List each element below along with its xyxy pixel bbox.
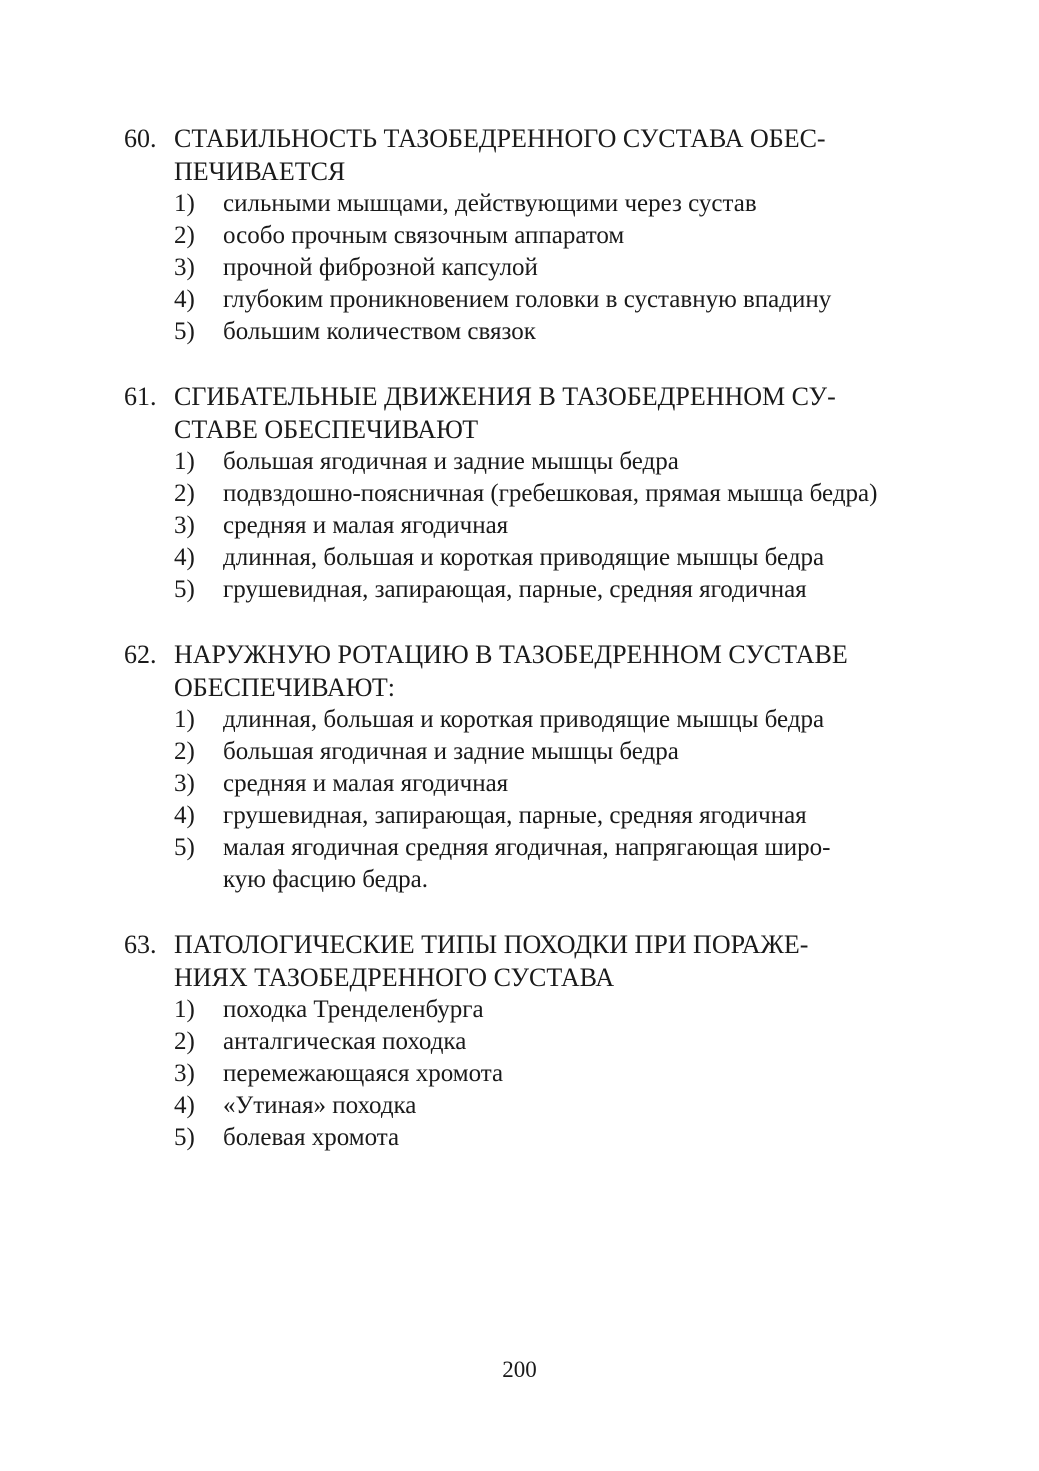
question-text: НАРУЖНУЮ РОТАЦИЮ В ТАЗОБЕДРЕННОМ СУСТАВЕ ОБЕСПЕЧИВАЮТ:	[174, 640, 848, 702]
answer-number: 5)	[174, 576, 195, 603]
answer-text: грушевидная, запирающая, парные, средняя ягодичная	[223, 576, 807, 603]
question-number: 63.	[124, 930, 157, 959]
answer-text: особо прочным связочным аппаратом	[223, 222, 625, 249]
question-text: СГИБАТЕЛЬНЫЕ ДВИЖЕНИЯ В ТАЗОБЕДРЕННОМ СУ- СТАВЕ ОБЕСПЕЧИВАЮТ	[174, 382, 836, 444]
question-number: 60.	[124, 124, 157, 153]
answer-option	[174, 1026, 916, 1058]
answer-list	[124, 446, 916, 606]
answer-option	[174, 574, 916, 606]
answer-option	[174, 768, 916, 800]
answer-number: 4)	[174, 286, 195, 313]
answer-number: 2)	[174, 480, 195, 507]
answer-number: 3)	[174, 770, 195, 797]
answer-option	[174, 284, 916, 316]
question-text: ПАТОЛОГИЧЕСКИЕ ТИПЫ ПОХОДКИ ПРИ ПОРАЖЕ- НИЯХ ТАЗОБЕДРЕННОГО СУСТАВА	[174, 930, 809, 992]
question-text: СТАБИЛЬНОСТЬ ТАЗОБЕДРЕННОГО СУСТАВА ОБЕС- ПЕЧИВАЕТСЯ	[174, 124, 826, 186]
answer-text: большая ягодичная и задние мышцы бедра	[223, 738, 679, 765]
answer-text: походка Тренделенбурга	[223, 996, 484, 1023]
answer-text: перемежающаяся хромота	[223, 1060, 504, 1087]
answer-option	[174, 316, 916, 348]
answer-option	[174, 220, 916, 252]
answer-number: 3)	[174, 254, 195, 281]
answer-number: 1)	[174, 448, 195, 475]
answer-text: средняя и малая ягодичная	[223, 770, 509, 797]
answer-number: 2)	[174, 738, 195, 765]
answer-option	[174, 478, 916, 510]
answer-number: 3)	[174, 1060, 195, 1087]
answer-text: большим количеством связок	[223, 318, 536, 345]
answer-text: грушевидная, запирающая, парные, средняя ягодичная	[223, 802, 807, 829]
answer-option	[174, 1090, 916, 1122]
answer-number: 2)	[174, 222, 195, 249]
question-62	[124, 638, 916, 896]
page-number: 200	[502, 1357, 537, 1382]
answer-text: сильными мышцами, действующими через сустав	[223, 190, 757, 217]
answer-list	[124, 994, 916, 1154]
answer-number: 4)	[174, 802, 195, 829]
answer-number: 4)	[174, 544, 195, 571]
question-heading	[124, 638, 916, 704]
answer-number: 3)	[174, 512, 195, 539]
question-60	[124, 122, 916, 348]
answer-option	[174, 252, 916, 284]
answer-option	[174, 542, 916, 574]
answer-list	[124, 188, 916, 348]
answer-number: 1)	[174, 996, 195, 1023]
page-content	[124, 122, 916, 1186]
question-number: 62.	[124, 640, 157, 669]
answer-text: средняя и малая ягодичная	[223, 512, 509, 539]
answer-list	[124, 704, 916, 896]
answer-option	[174, 510, 916, 542]
answer-number: 2)	[174, 1028, 195, 1055]
answer-text: анталгическая походка	[223, 1028, 467, 1055]
answer-number: 5)	[174, 834, 195, 861]
answer-option	[174, 994, 916, 1026]
answer-text: длинная, большая и короткая приводящие мышцы бедра	[223, 544, 825, 571]
answer-number: 5)	[174, 318, 195, 345]
answer-number: 4)	[174, 1092, 195, 1119]
answer-option	[174, 704, 916, 736]
answer-option	[174, 1058, 916, 1090]
answer-option	[174, 800, 916, 832]
answer-text: длинная, большая и короткая приводящие мышцы бедра	[223, 706, 825, 733]
question-number: 61.	[124, 382, 157, 411]
answer-number: 1)	[174, 190, 195, 217]
question-63	[124, 928, 916, 1154]
answer-option	[174, 832, 916, 896]
answer-option	[174, 736, 916, 768]
question-61	[124, 380, 916, 606]
answer-text: подвздошно-поясничная (гребешковая, прямая мышца бедра)	[223, 480, 878, 507]
answer-number: 1)	[174, 706, 195, 733]
answer-option	[174, 188, 916, 220]
question-heading	[124, 122, 916, 188]
answer-option	[174, 1122, 916, 1154]
answer-text: глубоким проникновением головки в суставную впадину	[223, 286, 832, 313]
answer-text: прочной фиброзной капсулой	[223, 254, 538, 281]
answer-option	[174, 446, 916, 478]
question-heading	[124, 928, 916, 994]
answer-text: малая ягодичная средняя ягодичная, напрягающая широ- кую фасцию бедра.	[223, 834, 831, 893]
answer-text: болевая хромота	[223, 1124, 400, 1151]
answer-number: 5)	[174, 1124, 195, 1151]
answer-text: большая ягодичная и задние мышцы бедра	[223, 448, 679, 475]
question-heading	[124, 380, 916, 446]
answer-text: «Утиная» походка	[223, 1092, 417, 1119]
